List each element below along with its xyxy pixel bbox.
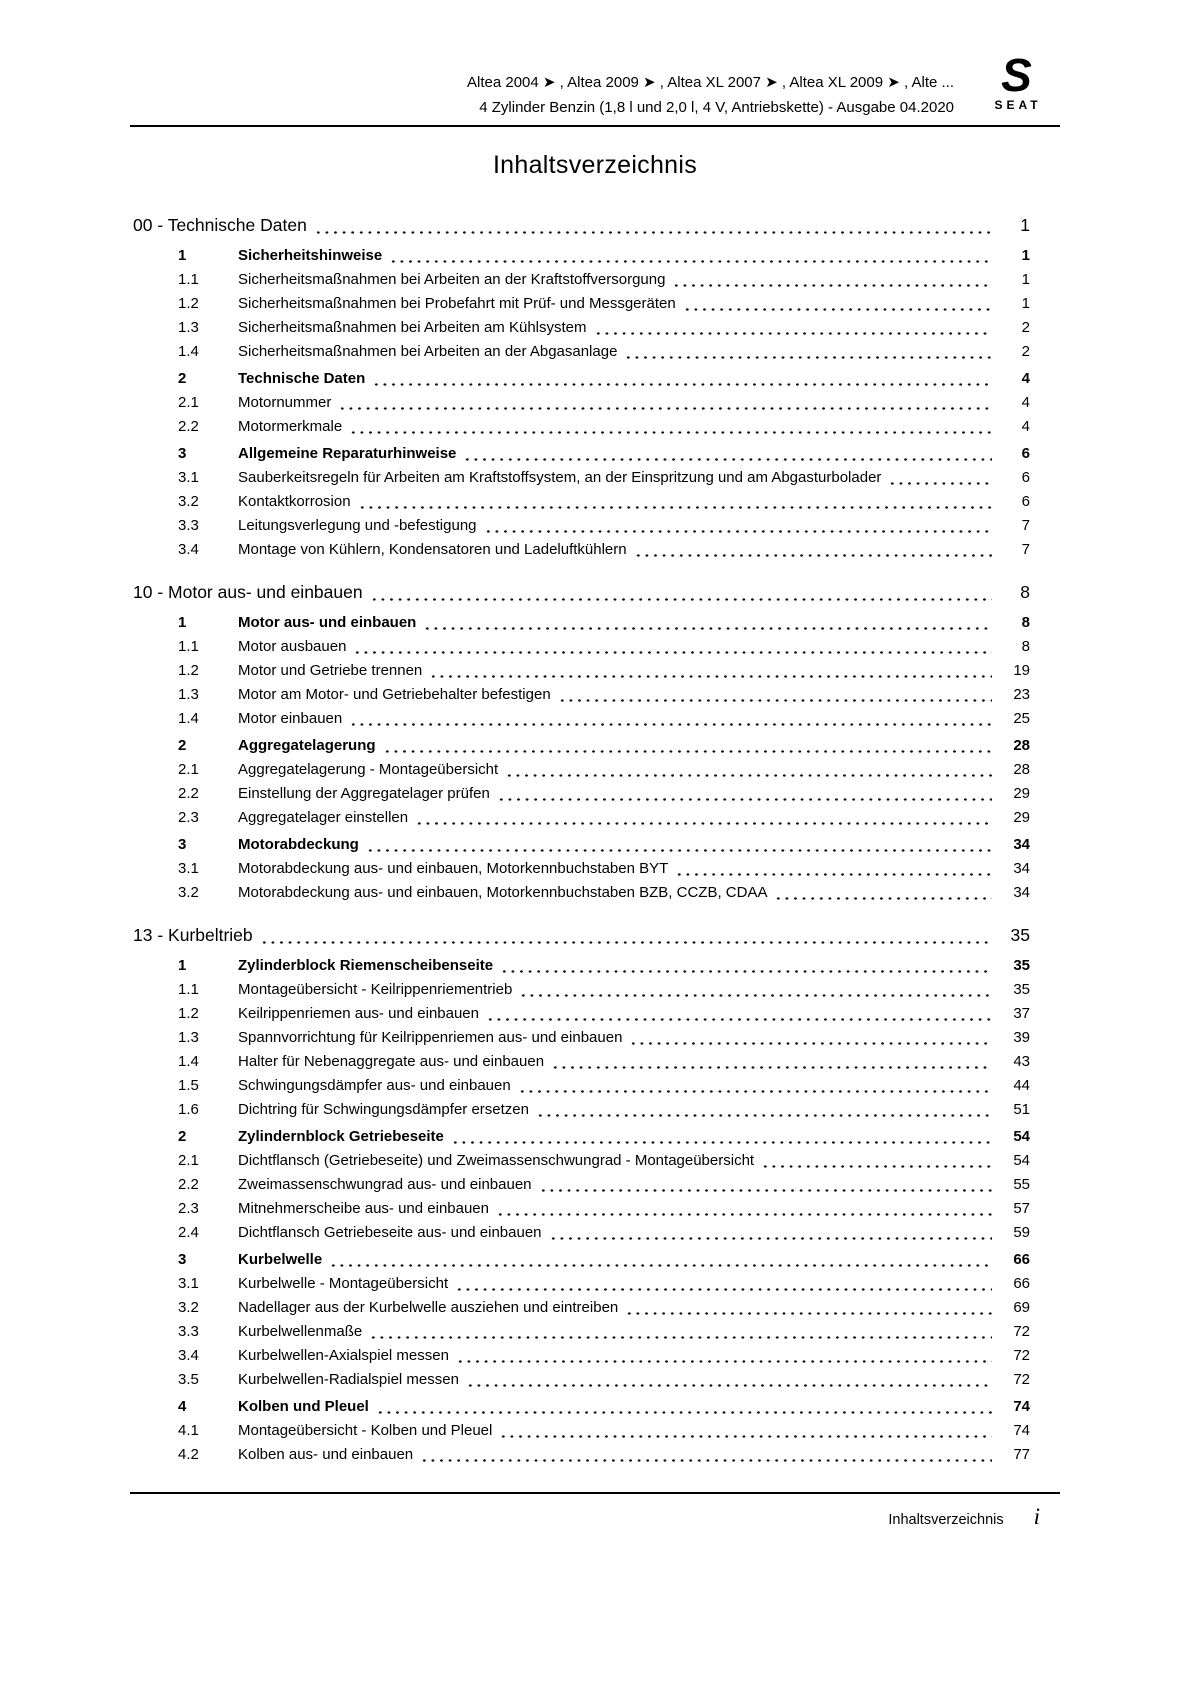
toc-entry-number: 3.2 — [178, 493, 199, 510]
toc-entry-row[interactable] — [130, 244, 1060, 268]
toc-entry-row[interactable] — [130, 1026, 1060, 1050]
table-of-contents — [130, 212, 1060, 1467]
toc-page-number: 37 — [1013, 1005, 1030, 1022]
dotted-leader — [349, 415, 992, 439]
dotted-leader — [329, 1248, 992, 1272]
manual-page — [130, 0, 1060, 1467]
toc-entry-row[interactable] — [130, 538, 1060, 562]
dotted-leader — [463, 442, 992, 466]
toc-entry-label: Keilrippenriemen aus- und einbauen — [238, 1005, 479, 1022]
toc-entry-number: 1.4 — [178, 343, 199, 360]
toc-entry-number: 4.2 — [178, 1446, 199, 1463]
toc-entry-number: 1 — [178, 614, 187, 631]
toc-page-number: 29 — [1013, 809, 1030, 826]
dotted-leader — [549, 1221, 992, 1245]
toc-entry-label: Kurbelwellenmaße — [238, 1323, 363, 1340]
dotted-leader — [484, 514, 992, 538]
toc-page-number: 66 — [1013, 1251, 1030, 1268]
toc-page-number: 1 — [1021, 295, 1030, 312]
toc-entry-number: 3.5 — [178, 1371, 199, 1388]
toc-entry-label: Aggregatelager einstellen — [238, 809, 409, 826]
toc-page-number: 8 — [1021, 638, 1030, 655]
toc-entry-number: 1.5 — [178, 1077, 199, 1094]
toc-entry-number: 3.4 — [178, 1347, 199, 1364]
dotted-leader — [415, 806, 992, 830]
toc-entry-label: Dichtflansch Getriebeseite aus- und einbauen — [238, 1224, 542, 1241]
seat-logo — [972, 48, 1060, 112]
toc-entry-number: 3.3 — [178, 1323, 199, 1340]
toc-entry-number: 1 — [178, 247, 187, 264]
toc-entry-label: Leitungsverlegung und -befestigung — [238, 517, 477, 534]
toc-entry-label: Montage von Kühlern, Kondensatoren und Ladeluftkühlern — [238, 541, 627, 558]
toc-entry-number: 1.4 — [178, 1053, 199, 1070]
toc-entry-label: Sauberkeitsregeln für Arbeiten am Kraftstoffsystem, an der Einspritzung und am Abgasturbolader — [238, 469, 882, 486]
toc-page-number: 2 — [1021, 319, 1030, 336]
dotted-leader — [349, 707, 992, 731]
toc-page-number: 1 — [1020, 215, 1030, 235]
toc-page-number: 7 — [1021, 517, 1030, 534]
dotted-leader — [888, 466, 992, 490]
toc-entry-label: Motor aus- und einbauen — [238, 614, 417, 631]
toc-entry-label: Motormerkmale — [238, 418, 343, 435]
toc-entry-number: 3.2 — [178, 1299, 199, 1316]
dotted-leader — [383, 734, 992, 758]
toc-chapter-label: 13 - Kurbeltrieb — [133, 925, 253, 945]
page-title: Inhaltsverzeichnis — [492, 151, 698, 179]
toc-page-number: 4 — [1021, 394, 1030, 411]
toc-page-number: 7 — [1021, 541, 1030, 558]
toc-entry-number: 1.4 — [178, 710, 199, 727]
toc-entry-row[interactable] — [130, 514, 1060, 538]
toc-entry-row[interactable] — [130, 1395, 1060, 1419]
toc-entry-row[interactable] — [130, 1173, 1060, 1197]
dotted-leader — [539, 1173, 992, 1197]
dotted-leader — [389, 244, 992, 268]
toc-entry-number: 2.3 — [178, 809, 199, 826]
toc-entry-label: Sicherheitsmaßnahmen bei Arbeiten am Kühlsystem — [238, 319, 587, 336]
toc-entry-row[interactable] — [130, 611, 1060, 635]
dotted-leader — [314, 212, 992, 239]
toc-entry-label: Montageübersicht - Kolben und Pleuel — [238, 1422, 493, 1439]
toc-page-number: 35 — [1013, 981, 1030, 998]
dotted-leader — [456, 1344, 992, 1368]
dotted-leader — [370, 579, 992, 606]
toc-page-number: 6 — [1021, 469, 1030, 486]
toc-entry-number: 2.1 — [178, 394, 199, 411]
toc-entry-label: Motorabdeckung — [238, 836, 359, 853]
toc-entry-number: 1.6 — [178, 1101, 199, 1118]
dotted-leader — [675, 857, 992, 881]
toc-entry-label: Kurbelwelle — [238, 1251, 323, 1268]
header-line-2: 4 Zylinder Benzin (1,8 l und 2,0 l, 4 V, Antriebskette) - Ausgabe 04.2020 — [479, 99, 954, 116]
toc-entry-row[interactable] — [130, 1149, 1060, 1173]
toc-entry-row[interactable] — [130, 881, 1060, 905]
toc-entry-label: Nadellager aus der Kurbelwelle ausziehen und eintreiben — [238, 1299, 619, 1316]
toc-entry-row[interactable] — [130, 734, 1060, 758]
toc-entry-number: 2.2 — [178, 1176, 199, 1193]
toc-page-number: 72 — [1013, 1323, 1030, 1340]
toc-entry-number: 4.1 — [178, 1422, 199, 1439]
toc-entry-row[interactable] — [130, 316, 1060, 340]
toc-entry-row[interactable] — [130, 1320, 1060, 1344]
dotted-leader — [536, 1098, 992, 1122]
dotted-leader — [455, 1272, 992, 1296]
toc-entry-label: Technische Daten — [238, 370, 366, 387]
dotted-leader — [625, 1296, 992, 1320]
dotted-leader — [551, 1050, 992, 1074]
toc-entry-label: Dichtflansch (Getriebeseite) und Zweimassenschwungrad - Montageübersicht — [238, 1152, 755, 1169]
toc-entry-label: Motorabdeckung aus- und einbauen, Motorkennbuchstaben BZB, CCZB, CDAA — [238, 884, 768, 901]
header-line-1: Altea 2004 ➤ , Altea 2009 ➤ , Altea XL 2007 ➤ , Altea XL 2009 ➤ , Alte ... — [467, 74, 954, 91]
dotted-leader — [338, 391, 992, 415]
toc-entry-label: Aggregatelagerung - Montageübersicht — [238, 761, 499, 778]
footer-label: Inhaltsverzeichnis — [888, 1512, 1004, 1528]
toc-entry-number: 3 — [178, 1251, 187, 1268]
toc-entry-row[interactable] — [130, 683, 1060, 707]
dotted-leader — [420, 1443, 992, 1467]
dotted-leader — [451, 1125, 992, 1149]
toc-entry-label: Aggregatelagerung — [238, 737, 376, 754]
toc-entry-label: Zweimassenschwungrad aus- und einbauen — [238, 1176, 532, 1193]
toc-entry-label: Halter für Nebenaggregate aus- und einbauen — [238, 1053, 545, 1070]
toc-entry-number: 3.2 — [178, 884, 199, 901]
dotted-leader — [518, 1074, 992, 1098]
toc-entry-number: 4 — [178, 1398, 187, 1415]
toc-entry-row[interactable] — [130, 659, 1060, 683]
toc-entry-label: Zylindernblock Getriebeseite — [238, 1128, 444, 1145]
toc-entry-number: 2 — [178, 370, 187, 387]
dotted-leader — [496, 1197, 992, 1221]
toc-chapter-label: 00 - Technische Daten — [133, 215, 307, 235]
toc-entry-label: Schwingungsdämpfer aus- und einbauen — [238, 1077, 511, 1094]
toc-entry-row[interactable] — [130, 1002, 1060, 1026]
toc-entry-row[interactable] — [130, 1443, 1060, 1467]
dotted-leader — [683, 292, 992, 316]
footer-page-number: i — [1033, 1504, 1040, 1529]
toc-page-number: 72 — [1013, 1347, 1030, 1364]
dotted-leader — [634, 538, 992, 562]
toc-entry-label: Einstellung der Aggregatelager prüfen — [238, 785, 490, 802]
toc-page-number: 55 — [1013, 1176, 1030, 1193]
dotted-leader — [366, 833, 992, 857]
toc-page-number: 72 — [1013, 1371, 1030, 1388]
toc-page-number: 34 — [1013, 836, 1030, 853]
toc-entry-number: 1.3 — [178, 319, 199, 336]
toc-entry-label: Spannvorrichtung für Keilrippenriemen aus- und einbauen — [238, 1029, 623, 1046]
toc-entry-number: 3.3 — [178, 517, 199, 534]
dotted-leader — [505, 758, 992, 782]
toc-entry-row[interactable] — [130, 1248, 1060, 1272]
toc-entry-label: Motorabdeckung aus- und einbauen, Motorkennbuchstaben BYT — [238, 860, 669, 877]
toc-entry-number: 2.1 — [178, 1152, 199, 1169]
dotted-leader — [500, 954, 992, 978]
toc-entry-label: Kontaktkorrosion — [238, 493, 351, 510]
toc-entry-number: 3 — [178, 836, 187, 853]
dotted-leader — [761, 1149, 992, 1173]
toc-entry-number: 3 — [178, 445, 187, 462]
toc-entry-number: 2 — [178, 1128, 187, 1145]
toc-entry-row[interactable] — [130, 1368, 1060, 1392]
dotted-leader — [372, 367, 992, 391]
toc-page-number: 35 — [1010, 925, 1030, 945]
toc-entry-label: Kurbelwellen-Axialspiel messen — [238, 1347, 449, 1364]
toc-page-number: 39 — [1013, 1029, 1030, 1046]
dotted-leader — [429, 659, 992, 683]
toc-entry-label: Kurbelwellen-Radialspiel messen — [238, 1371, 459, 1388]
toc-entry-number: 2.4 — [178, 1224, 199, 1241]
toc-entry-row[interactable] — [130, 978, 1060, 1002]
dotted-leader — [629, 1026, 992, 1050]
toc-page-number: 28 — [1013, 737, 1030, 754]
toc-entry-number: 1.1 — [178, 271, 199, 288]
toc-entry-number: 1 — [178, 957, 187, 974]
toc-entry-number: 2.1 — [178, 761, 199, 778]
toc-entry-label: Motor einbauen — [238, 710, 343, 727]
toc-page-number: 25 — [1013, 710, 1030, 727]
toc-entry-row[interactable] — [130, 1074, 1060, 1098]
toc-page-number: 4 — [1021, 418, 1030, 435]
toc-page-number: 28 — [1013, 761, 1030, 778]
toc-page-number: 6 — [1021, 493, 1030, 510]
toc-entry-row[interactable] — [130, 1296, 1060, 1320]
toc-entry-number: 3.1 — [178, 469, 199, 486]
dotted-leader — [358, 490, 992, 514]
toc-entry-row[interactable] — [130, 707, 1060, 731]
seat-logo-word: SEAT — [994, 98, 1042, 112]
toc-page-number: 59 — [1013, 1224, 1030, 1241]
toc-entry-label: Motor ausbauen — [238, 638, 347, 655]
toc-page-number: 77 — [1013, 1446, 1030, 1463]
toc-entry-row[interactable] — [130, 442, 1060, 466]
toc-entry-label: Zylinderblock Riemenscheibenseite — [238, 957, 494, 974]
dotted-leader — [376, 1395, 992, 1419]
toc-entry-number: 2.3 — [178, 1200, 199, 1217]
toc-page-number: 69 — [1013, 1299, 1030, 1316]
toc-page-number: 2 — [1021, 343, 1030, 360]
toc-page-number: 66 — [1013, 1275, 1030, 1292]
dotted-leader — [423, 611, 992, 635]
toc-entry-row[interactable] — [130, 1419, 1060, 1443]
toc-entry-row[interactable] — [130, 1197, 1060, 1221]
toc-entry-row[interactable] — [130, 1344, 1060, 1368]
toc-entry-row[interactable] — [130, 1272, 1060, 1296]
toc-entry-number: 1.2 — [178, 1005, 199, 1022]
toc-entry-number: 1.2 — [178, 295, 199, 312]
toc-page-number: 34 — [1013, 884, 1030, 901]
toc-page-number: 54 — [1013, 1128, 1030, 1145]
toc-entry-row[interactable] — [130, 1221, 1060, 1245]
toc-entry-row[interactable] — [130, 857, 1060, 881]
dotted-leader — [558, 683, 992, 707]
dotted-leader — [624, 340, 992, 364]
dotted-leader — [519, 978, 992, 1002]
toc-page-number: 43 — [1013, 1053, 1030, 1070]
toc-page-number: 74 — [1013, 1398, 1030, 1415]
dotted-leader — [369, 1320, 992, 1344]
toc-entry-number: 1.3 — [178, 1029, 199, 1046]
toc-entry-row[interactable] — [130, 1125, 1060, 1149]
dotted-leader — [353, 635, 992, 659]
toc-entry-row[interactable] — [130, 391, 1060, 415]
toc-page-number: 8 — [1020, 582, 1030, 602]
toc-page-number: 23 — [1013, 686, 1030, 703]
toc-entry-label: Kolben aus- und einbauen — [238, 1446, 414, 1463]
toc-entry-row[interactable] — [130, 415, 1060, 439]
dotted-leader — [466, 1368, 992, 1392]
toc-page-number: 74 — [1013, 1422, 1030, 1439]
toc-entry-number: 2.2 — [178, 418, 199, 435]
toc-page-number: 57 — [1013, 1200, 1030, 1217]
toc-entry-label: Montageübersicht - Keilrippenriementrieb — [238, 981, 513, 998]
toc-entry-row[interactable] — [130, 1098, 1060, 1122]
toc-entry-label: Kolben und Pleuel — [238, 1398, 369, 1415]
toc-entry-label: Sicherheitsmaßnahmen bei Probefahrt mit Prüf- und Messgeräten — [238, 295, 676, 312]
dotted-leader — [672, 268, 992, 292]
toc-entry-row[interactable] — [130, 1050, 1060, 1074]
dotted-leader — [499, 1419, 992, 1443]
toc-entry-row[interactable] — [130, 367, 1060, 391]
toc-page-number: 35 — [1013, 957, 1030, 974]
toc-page-number: 51 — [1013, 1101, 1030, 1118]
toc-page-number: 6 — [1021, 445, 1030, 462]
page-header — [130, 0, 1060, 127]
toc-chapter-row[interactable] — [130, 212, 1060, 239]
toc-page-number: 44 — [1013, 1077, 1030, 1094]
toc-entry-number: 3.4 — [178, 541, 199, 558]
page-footer — [130, 1492, 1060, 1528]
toc-entry-label: Sicherheitsmaßnahmen bei Arbeiten an der Kraftstoffversorgung — [238, 271, 666, 288]
toc-page-number: 19 — [1013, 662, 1030, 679]
toc-entry-label: Dichtring für Schwingungsdämpfer ersetzen — [238, 1101, 529, 1118]
toc-page-number: 54 — [1013, 1152, 1030, 1169]
toc-entry-row[interactable] — [130, 954, 1060, 978]
toc-chapter-label: 10 - Motor aus- und einbauen — [133, 582, 363, 602]
toc-entry-number: 1.3 — [178, 686, 199, 703]
toc-entry-row[interactable] — [130, 635, 1060, 659]
toc-entry-number: 1.1 — [178, 981, 199, 998]
toc-entry-number: 2 — [178, 737, 187, 754]
toc-entry-label: Motor am Motor- und Getriebehalter befestigen — [238, 686, 551, 703]
toc-chapter-row[interactable] — [130, 922, 1060, 949]
toc-entry-row[interactable] — [130, 806, 1060, 830]
dotted-leader — [594, 316, 992, 340]
toc-entry-label: Kurbelwelle - Montageübersicht — [238, 1275, 449, 1292]
dotted-leader — [774, 881, 992, 905]
toc-entry-row[interactable] — [130, 292, 1060, 316]
toc-entry-label: Motor und Getriebe trennen — [238, 662, 423, 679]
toc-entry-row[interactable] — [130, 340, 1060, 364]
toc-entry-label: Sicherheitsmaßnahmen bei Arbeiten an der Abgasanlage — [238, 343, 618, 360]
toc-page-number: 29 — [1013, 785, 1030, 802]
toc-page-number: 4 — [1021, 370, 1030, 387]
toc-entry-row[interactable] — [130, 833, 1060, 857]
toc-entry-row[interactable] — [130, 490, 1060, 514]
toc-entry-number: 1.1 — [178, 638, 199, 655]
toc-entry-number: 3.1 — [178, 860, 199, 877]
dotted-leader — [486, 1002, 992, 1026]
seat-s-icon: S — [1001, 48, 1031, 101]
toc-entry-number: 2.2 — [178, 785, 199, 802]
toc-page-number: 1 — [1021, 271, 1030, 288]
toc-entry-label: Allgemeine Reparaturhinweise — [238, 445, 457, 462]
toc-entry-label: Motornummer — [238, 394, 332, 411]
toc-entry-row[interactable] — [130, 758, 1060, 782]
toc-page-number: 34 — [1013, 860, 1030, 877]
toc-page-number: 8 — [1021, 614, 1030, 631]
header-text — [467, 70, 954, 122]
toc-entry-row[interactable] — [130, 782, 1060, 806]
toc-entry-label: Sicherheitshinweise — [238, 247, 383, 264]
toc-entry-label: Mitnehmerscheibe aus- und einbauen — [238, 1200, 489, 1217]
toc-entry-number: 1.2 — [178, 662, 199, 679]
toc-entry-row[interactable] — [130, 268, 1060, 292]
toc-entry-number: 3.1 — [178, 1275, 199, 1292]
toc-page-number: 1 — [1021, 247, 1030, 264]
dotted-leader — [260, 922, 992, 949]
dotted-leader — [497, 782, 992, 806]
toc-entry-row[interactable] — [130, 466, 1060, 490]
toc-chapter-row[interactable] — [130, 579, 1060, 606]
